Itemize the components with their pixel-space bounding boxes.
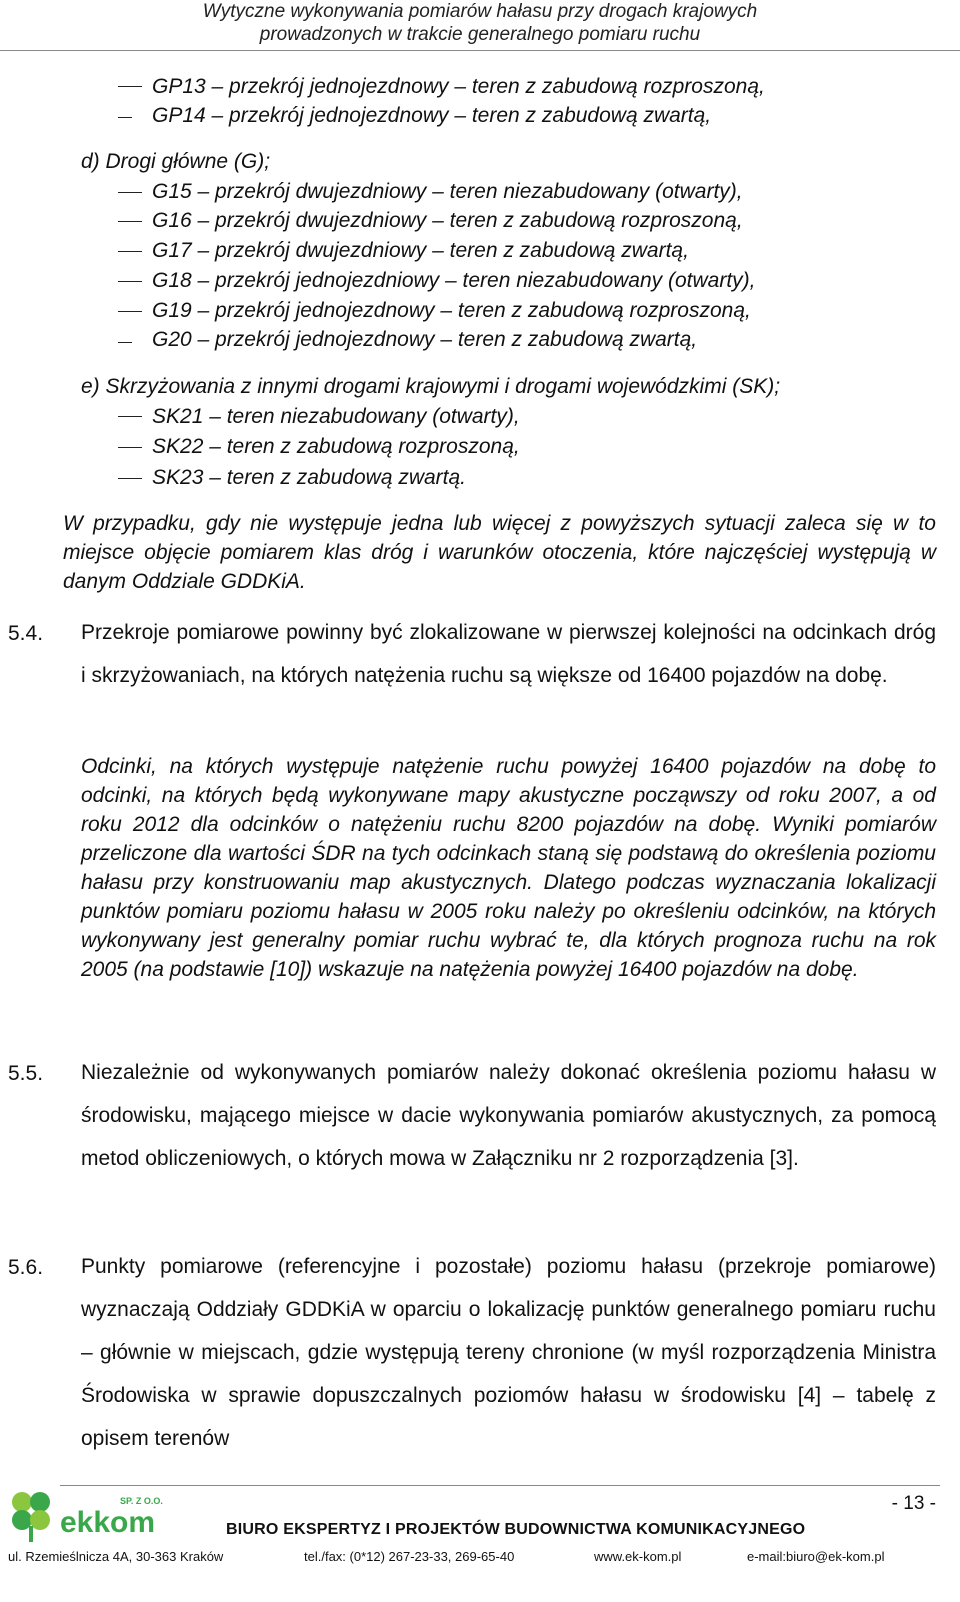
list-dash	[118, 311, 142, 312]
logo-wordmark: ekkom	[60, 1506, 156, 1539]
list-dash	[118, 342, 132, 343]
list-dash	[118, 447, 142, 448]
list-dash	[118, 478, 142, 479]
footer-divider	[60, 1485, 940, 1486]
list-item: G19 – przekrój jednojezdnowy – teren z zabudową rozproszoną,	[152, 299, 751, 322]
list-dash	[118, 117, 132, 118]
page-number: - 13 -	[891, 1493, 936, 1514]
list-item: G18 – przekrój jednojezdniowy – teren niezabudowany (otwarty),	[152, 269, 756, 292]
footer-website-link[interactable]: www.ek-kom.pl	[594, 1549, 682, 1564]
list-item: G20 – przekrój jednojezdnowy – teren z zabudową zwartą,	[152, 328, 698, 351]
section-5-6-text: Punkty pomiarowe (referencyjne i pozostałe) poziomu hałasu (przekroje pomiarowe) wyznaczają Oddziały GDDKiA w oparciu o lokalizację punktów generalnego pomiaru ruchu – głównie w miejscach, gdzie występują tereny chronione (w myśl rozporządzenia Ministra Środowiska w sprawie dopuszczalnych poziomów hałasu w środowisku [4] – tabelę z opisem terenów	[81, 1255, 936, 1450]
section-d-heading: d) Drogi główne (G);	[81, 150, 271, 173]
section-5-4-text: Przekroje pomiarowe powinny być zlokalizowane w pierwszej kolejności na odcinkach dróg i skrzyżowaniach, na których natężenia ruchu są większe od 16400 pojazdów na dobę.	[81, 621, 936, 687]
header-title-line2: prowadzonych w trakcie generalnego pomiaru ruchu	[259, 24, 701, 45]
section-e-heading: e) Skrzyżowania z innymi drogami krajowymi i drogami wojewódzkimi (SK);	[81, 375, 781, 398]
list-item: SK22 – teren z zabudową rozproszoną,	[152, 435, 520, 458]
list-item: GP14 – przekrój jednojezdnowy – teren z zabudową zwartą,	[152, 104, 712, 127]
list-dash	[118, 416, 142, 417]
section-number: 5.5.	[8, 1062, 44, 1085]
footer-address: ul. Rzemieślnicza 4A, 30-363 Kraków	[8, 1549, 224, 1564]
list-dash	[118, 192, 142, 193]
list-item: GP13 – przekrój jednojezdnowy – teren z zabudową rozproszoną,	[152, 75, 765, 98]
list-dash	[118, 86, 142, 87]
company-name: BIURO EKSPERTYZ I PROJEKTÓW BUDOWNICTWA KOMUNIKACYJNEGO	[226, 1521, 806, 1538]
header-title-line1: Wytyczne wykonywania pomiarów hałasu przy drogach krajowych	[202, 1, 758, 22]
list-item: G17 – przekrój dwujezdniowy – teren z zabudową zwartą,	[152, 239, 689, 262]
list-dash	[118, 251, 142, 252]
note-paragraph: W przypadku, gdy nie występuje jedna lub więcej z powyższych sytuacji zaleca się w to miejsce objęcie pomiarem klas dróg i warunków otoczenia, które najczęściej występują w danym Oddziale GDDKiA.	[63, 512, 936, 593]
list-dash	[118, 221, 142, 222]
list-item: G16 – przekrój dwujezdniowy – teren z zabudową rozproszoną,	[152, 209, 743, 232]
list-item: G15 – przekrój dwujezdniowy – teren niezabudowany (otwarty),	[152, 180, 743, 203]
list-dash	[118, 281, 142, 282]
footer-phone: tel./fax: (0*12) 267-23-33, 269-65-40	[304, 1549, 515, 1564]
logo-subtext: SP. Z O.O.	[120, 1496, 163, 1506]
list-item: SK21 – teren niezabudowany (otwarty),	[152, 405, 520, 428]
page-header	[0, 0, 960, 51]
footer-email-link[interactable]: e-mail:biuro@ek-kom.pl	[747, 1549, 885, 1564]
list-item: SK23 – teren z zabudową zwartą.	[152, 466, 467, 489]
section-5-4-italic: Odcinki, na których występuje natężenie ruchu powyżej 16400 pojazdów na dobę to odcinki, na których będą wykonywane mapy akustyczne począwszy od roku 2007, a od roku 2012 dla odcinków o natężeniu ruchu 8200 pojazdów na dobę. Wyniki pomiarów przeliczone dla wartości ŚDR na tych odcinkach staną się podstawą do określenia poziomu hałasu przy konstruowaniu map akustycznych. Dlatego podczas wyznaczania lokalizacji punktów pomiaru poziomu hałasu w 2005 roku należy po określeniu odcinków, na których wykonywany jest generalny pomiar ruchu wybrać te, dla których prognoza ruchu na rok 2005 (na podstawie [10]) wskazuje na natężenia powyżej 16400 pojazdów na dobę.	[81, 755, 936, 981]
section-number: 5.6.	[8, 1256, 44, 1279]
section-number: 5.4.	[8, 622, 44, 645]
section-5-5-text: Niezależnie od wykonywanych pomiarów należy dokonać określenia poziomu hałasu w środowisku, mającego miejsce w dacie wykonywania pomiarów akustycznych, za pomocą metod obliczeniowych, o których mowa w Załączniku nr 2 rozporządzenia [3].	[81, 1061, 936, 1170]
